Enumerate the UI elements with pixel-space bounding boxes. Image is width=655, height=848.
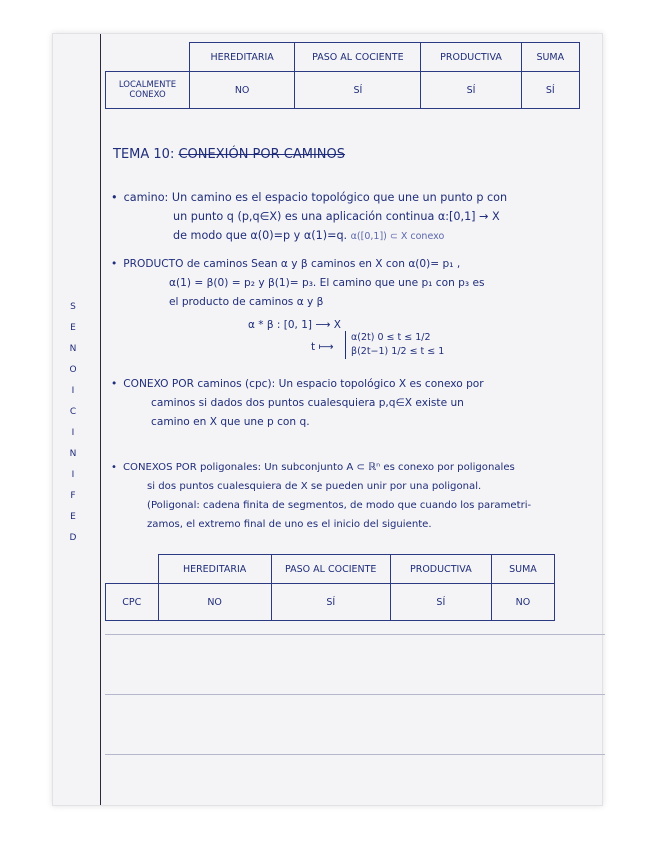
table-cell: NO xyxy=(189,72,294,109)
definition-term: • camino: xyxy=(111,191,168,204)
definition-camino xyxy=(111,188,507,246)
definition-line: Sean α y β caminos en X con α(0)= p₁ , xyxy=(251,258,461,270)
definition-line: caminos si dados dos puntos cualesquiera p,q∈X existe un xyxy=(151,397,464,409)
faint-ruled-line xyxy=(105,634,605,635)
formula-product-def: α * β : [0, 1] ⟶ X xyxy=(248,319,341,331)
definition-line: α(1) = β(0) = p₂ y β(1)= p₃. El camino que une p₁ con p₃ es xyxy=(169,277,485,289)
table-header: PASO AL COCIENTE xyxy=(271,555,390,584)
formula-maps-to: t ⟼ xyxy=(311,341,334,353)
definition-term: • CONEXOS POR poligonales: xyxy=(111,462,261,473)
definition-note: α([0,1]) ⊂ X conexo xyxy=(350,231,445,242)
definition-term: • CONEXO POR caminos (cpc): xyxy=(111,378,275,390)
side-letter: O xyxy=(69,365,77,375)
table-cell: SÍ xyxy=(521,72,579,109)
formula-case: α(2t) 0 ≤ t ≤ 1/2 xyxy=(351,332,431,343)
definition-cpc xyxy=(111,375,484,432)
side-letter: I xyxy=(71,386,75,396)
formula-case: β(2t−1) 1/2 ≤ t ≤ 1 xyxy=(351,346,445,357)
table-cell: SÍ xyxy=(421,72,521,109)
margin-line xyxy=(100,34,101,805)
properties-table-locally-connected xyxy=(105,42,580,109)
table-header: PASO AL COCIENTE xyxy=(295,43,421,72)
definition-line: (Poligonal: cadena finita de segmentos, de modo que cuando los parametri- xyxy=(147,500,532,511)
side-letter: N xyxy=(69,344,77,354)
definition-line: Un subconjunto A ⊂ ℝⁿ es conexo por poligonales xyxy=(264,462,515,473)
table-cell-label: CPC xyxy=(106,584,159,621)
table-header-blank xyxy=(106,43,190,72)
table-cell: SÍ xyxy=(390,584,491,621)
table-header-blank xyxy=(106,555,159,584)
notebook-page xyxy=(52,33,603,806)
table-header: PRODUCTIVA xyxy=(421,43,521,72)
table-cell: SÍ xyxy=(295,72,421,109)
faint-ruled-line xyxy=(105,694,605,695)
table-header: SUMA xyxy=(491,555,554,584)
section-title xyxy=(113,147,345,162)
definition-line: Un espacio topológico X es conexo por xyxy=(278,378,484,390)
table-cell: SÍ xyxy=(271,584,390,621)
table-row xyxy=(106,584,555,621)
table-cell-label: LOCALMENTE CONEXO xyxy=(106,72,190,109)
definition-producto xyxy=(111,255,485,312)
side-letter: I xyxy=(71,470,75,480)
definition-line: si dos puntos cualesquiera de X se pueden unir por una poligonal. xyxy=(147,481,482,492)
definition-line: de modo que α(0)=p y α(1)=q. xyxy=(173,229,348,242)
side-letter: E xyxy=(70,512,76,522)
side-letter: D xyxy=(69,533,77,543)
table-header: PRODUCTIVA xyxy=(390,555,491,584)
table-cell: NO xyxy=(491,584,554,621)
faint-ruled-line xyxy=(105,754,605,755)
side-label xyxy=(61,302,85,544)
definition-line: un punto q (p,q∈X) es una aplicación continua α:[0,1] → X xyxy=(173,210,500,223)
table-header: HEREDITARIA xyxy=(189,43,294,72)
definition-poligonales xyxy=(111,458,531,534)
properties-table-cpc xyxy=(105,554,555,621)
definition-line: el producto de caminos α y β xyxy=(169,296,324,308)
table-row xyxy=(106,72,580,109)
table-header-row xyxy=(106,555,555,584)
definition-line: Un camino es el espacio topológico que une un punto p con xyxy=(171,191,508,204)
side-letter: F xyxy=(70,491,76,501)
side-letter: I xyxy=(71,428,75,438)
definition-line: zamos, el extremo final de uno es el inicio del siguiente. xyxy=(147,519,432,530)
definition-term: • PRODUCTO de caminos xyxy=(111,258,248,270)
definition-line: camino en X que une p con q. xyxy=(151,416,310,428)
section-title-struck: CONEXIÓN POR CAMINOS xyxy=(178,147,346,162)
side-letter: E xyxy=(70,323,76,333)
side-letter: N xyxy=(69,449,77,459)
formula-piecewise xyxy=(345,331,444,359)
section-title-prefix: TEMA 10: xyxy=(113,147,175,162)
side-letter: S xyxy=(70,302,76,312)
table-header: HEREDITARIA xyxy=(158,555,271,584)
table-header-row xyxy=(106,43,580,72)
table-header: SUMA xyxy=(521,43,579,72)
side-letter: C xyxy=(69,407,77,417)
table-cell: NO xyxy=(158,584,271,621)
